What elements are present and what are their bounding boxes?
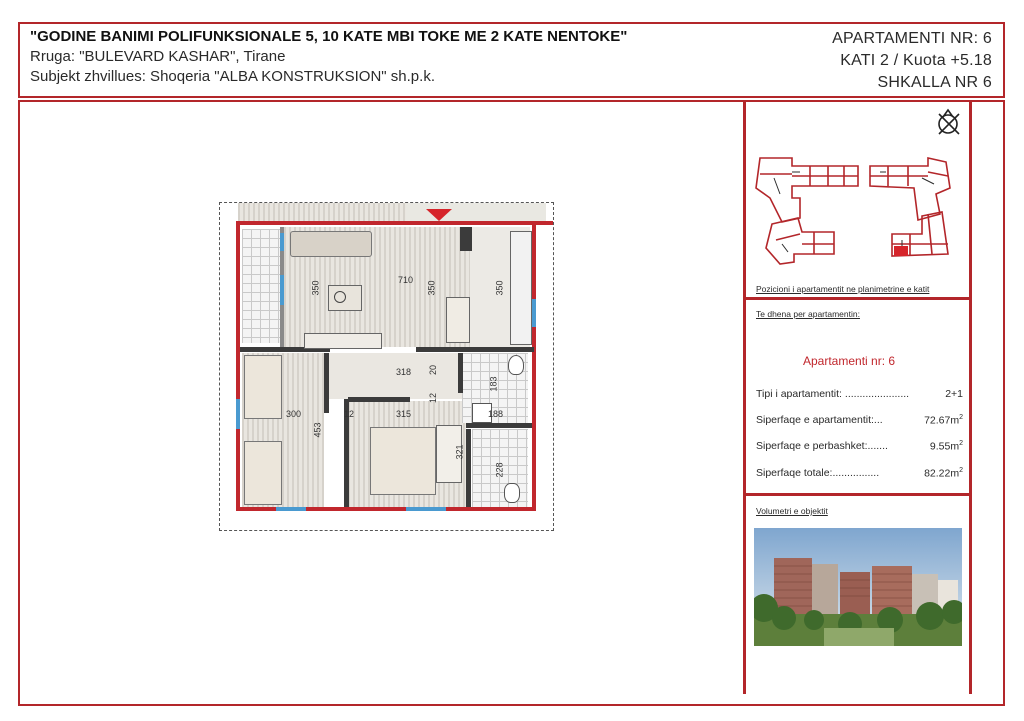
detail-value: 9.55m — [929, 440, 960, 453]
apartment-number: APARTAMENTI NR: 6 — [832, 30, 992, 47]
detail-label: Siperfaqe totale:................ — [756, 467, 880, 479]
dim-label: 12 — [344, 409, 355, 419]
dim-label: 453 — [312, 422, 323, 438]
wall — [348, 397, 410, 402]
volumetry-caption: Volumetri e objektit — [756, 506, 828, 516]
dim-label: 188 — [488, 409, 504, 419]
window — [236, 399, 240, 429]
wall — [466, 423, 532, 428]
detail-value: 72.67m — [924, 414, 960, 427]
dim-label: 300 — [286, 409, 302, 419]
loggia — [242, 229, 282, 343]
window — [276, 507, 306, 511]
developer-name: Subjekt zhvillues: Shoqeria "ALBA KONSTRUKSION" sh.p.k. — [30, 68, 435, 85]
street-address: Rruga: "BULEVARD KASHAR", Tirane — [30, 48, 286, 65]
dim-label: 350 — [494, 280, 505, 296]
details-heading: Te dhena per apartamentin: — [756, 309, 860, 319]
panel-divider-2 — [746, 493, 969, 496]
panel-divider-1 — [746, 297, 969, 300]
dim-label: 321 — [454, 444, 465, 460]
dim-label: 710 — [398, 275, 414, 285]
double-bed — [370, 427, 436, 495]
dim-label: 318 — [396, 367, 412, 377]
building-render-image — [754, 528, 962, 646]
outer-wall-right — [532, 221, 536, 511]
project-title: "GODINE BANIMI POLIFUNKSIONALE 5, 10 KATE MBI TOKE ME 2 KATE NENTOKE" — [30, 28, 628, 45]
detail-row-common — [756, 440, 963, 453]
detail-row-total — [756, 467, 963, 480]
toilet-1 — [508, 355, 524, 375]
bed-single-2 — [244, 441, 282, 505]
window — [280, 275, 284, 305]
position-caption: Pozicioni i apartamentit ne planimetrine e katit — [756, 284, 930, 294]
detail-row-area — [756, 414, 963, 427]
dining-table — [446, 297, 470, 343]
dim-label: 228 — [494, 462, 505, 478]
detail-value: 2+1 — [945, 388, 963, 400]
stair-number: SHKALLA NR 6 — [877, 74, 992, 91]
toilet-2 — [504, 483, 520, 503]
detail-label: Tipi i apartamentit: ...................... — [756, 388, 910, 400]
balcony-strip — [238, 203, 406, 221]
detail-row-type — [756, 388, 963, 400]
entrance-arrow-icon — [426, 207, 452, 223]
bed-single-1 — [244, 355, 282, 419]
detail-unit-exp: 2 — [959, 467, 963, 474]
hallway — [324, 353, 462, 399]
outer-wall-left — [236, 221, 240, 511]
detail-label: Siperfaqe e perbashket:....... — [756, 440, 888, 452]
kitchen-counter — [510, 231, 532, 345]
dim-label: 315 — [396, 409, 412, 419]
dim-label: 12 — [428, 392, 439, 404]
window — [280, 233, 284, 251]
dim-label: 350 — [426, 280, 437, 296]
wall — [460, 227, 472, 251]
dim-label: 183 — [488, 376, 499, 392]
north-arrow-icon — [932, 108, 964, 138]
floor-elevation: KATI 2 / Kuota +5.18 — [840, 52, 992, 69]
window — [532, 299, 536, 327]
detail-unit-exp: 2 — [959, 414, 963, 421]
detail-unit-exp: 2 — [959, 440, 963, 447]
coffee-table-decor — [334, 291, 346, 303]
outer-wall-top — [236, 221, 554, 225]
wall — [416, 347, 534, 352]
window — [406, 507, 446, 511]
apartment-highlight — [894, 246, 908, 256]
wall — [458, 353, 463, 393]
detail-label: Siperfaqe e apartamentit:... — [756, 414, 883, 426]
wall — [324, 353, 329, 413]
apartment-name: Apartamenti nr: 6 — [803, 354, 896, 368]
detail-value: 82.22m — [924, 467, 960, 480]
dim-label: 20 — [428, 364, 439, 376]
wall — [466, 429, 471, 507]
sofa — [290, 231, 372, 257]
key-plan — [752, 148, 966, 266]
tv-unit — [304, 333, 382, 349]
dim-label: 350 — [310, 280, 321, 296]
floor-plan — [219, 202, 554, 531]
